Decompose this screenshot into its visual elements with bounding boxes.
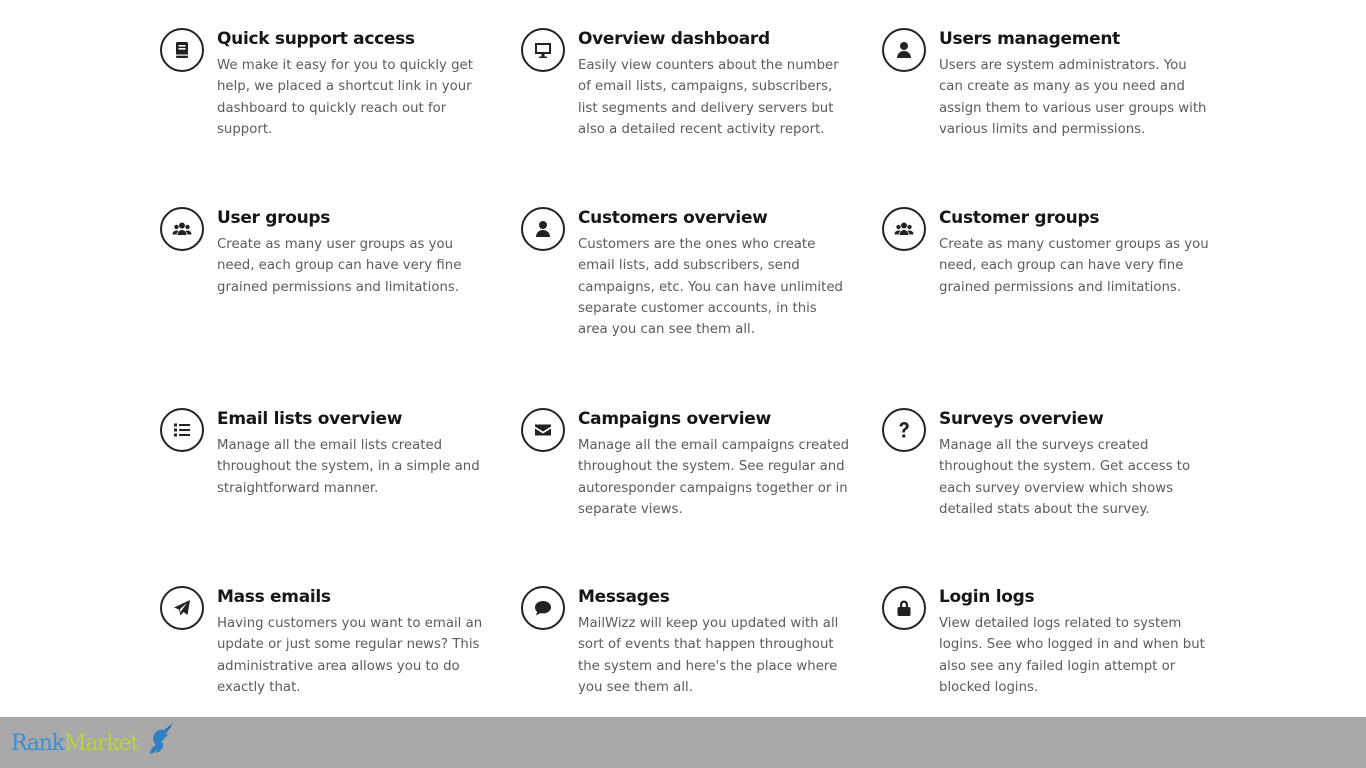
- users-group-icon: [882, 207, 926, 251]
- brand-logo-text: [11, 727, 138, 761]
- question-icon: [882, 408, 926, 452]
- users-group-icon: [160, 207, 204, 251]
- user-icon: [882, 28, 926, 72]
- lock-icon: [882, 586, 926, 630]
- feature-description: Users are system administrators. You can create as many as you need and assign them to various user groups with various limits and permissions.: [939, 58, 1207, 137]
- chat-bubble-icon: [521, 586, 565, 630]
- feature-description: We make it easy for you to quickly get help, we placed a shortcut link in your dashboard to quickly reach out for support.: [217, 58, 473, 137]
- feature-title: Overview dashboard: [578, 29, 770, 49]
- unicorn-logo-icon: [143, 722, 175, 758]
- feature-description: Having customers you want to email an update or just some regular news? This administrative area allows you to do exactly that.: [217, 616, 483, 695]
- feature-description: Manage all the email lists created throughout the system, in a simple and straightforward manner.: [217, 438, 480, 496]
- feature-title: Customers overview: [578, 208, 768, 228]
- envelope-icon: [521, 408, 565, 452]
- feature-title: Campaigns overview: [578, 409, 771, 429]
- feature-description: Customers are the ones who create email lists, add subscribers, send campaigns, etc. You can have unlimited separate customer accounts, in this area you can see them all.: [578, 237, 843, 338]
- feature-description: Manage all the email campaigns created throughout the system. See regular and autoresponder campaigns together or in separate views.: [578, 438, 850, 517]
- feature-title: Surveys overview: [939, 409, 1104, 429]
- feature-title: Mass emails: [217, 587, 331, 607]
- brand-market: Market: [63, 731, 139, 756]
- footer-bar: [0, 717, 1366, 768]
- feature-title: Quick support access: [217, 29, 415, 49]
- feature-title: Email lists overview: [217, 409, 403, 429]
- feature-description: Easily view counters about the number of email lists, campaigns, subscribers, list segments and delivery servers but also a detailed recent activity report.: [578, 58, 839, 137]
- feature-title: Customer groups: [939, 208, 1100, 228]
- paper-plane-icon: [160, 586, 204, 630]
- feature-description: Manage all the surveys created throughout the system. Get access to each survey overview which shows detailed stats about the survey.: [939, 438, 1191, 517]
- feature-description: View detailed logs related to system logins. See who logged in and when but also see any failed login attempt or blocked logins.: [939, 616, 1205, 695]
- feature-description: MailWizz will keep you updated with all sort of events that happen throughout the system and here's the place where you see them all.: [578, 616, 839, 695]
- book-icon: [160, 28, 204, 72]
- brand-rank: Rank: [11, 731, 64, 756]
- feature-title: Login logs: [939, 587, 1035, 607]
- feature-title: Users management: [939, 29, 1121, 49]
- list-icon: [160, 408, 204, 452]
- feature-title: Messages: [578, 587, 670, 607]
- monitor-icon: [521, 28, 565, 72]
- user-icon: [521, 207, 565, 251]
- feature-description: Create as many user groups as you need, each group can have very fine grained permissions and limitations.: [217, 237, 462, 295]
- feature-title: User groups: [217, 208, 331, 228]
- feature-description: Create as many customer groups as you need, each group can have very fine grained permissions and limitations.: [939, 237, 1209, 295]
